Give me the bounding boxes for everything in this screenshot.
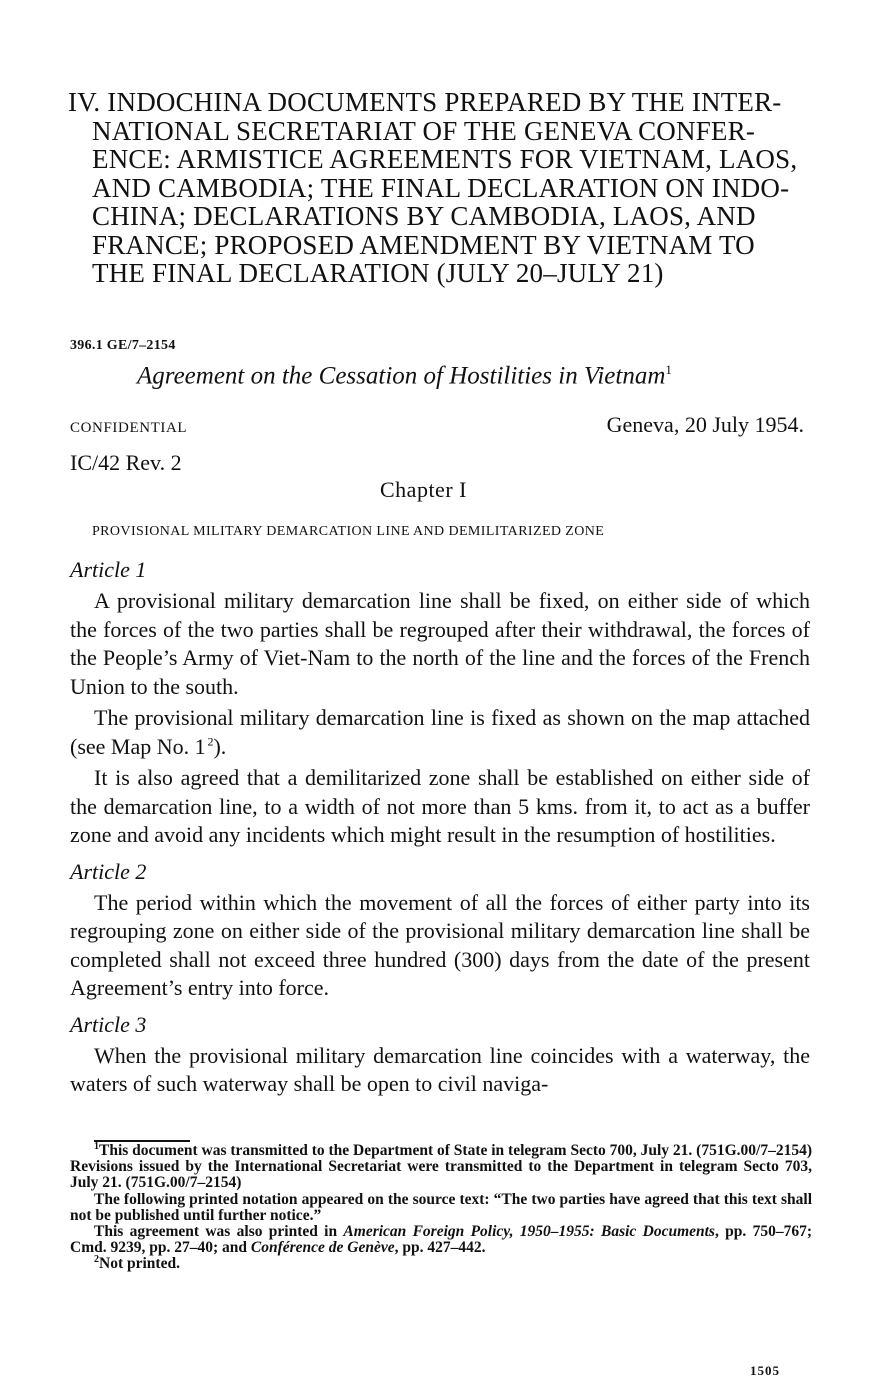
citation-title: Conférence de Genève bbox=[250, 1239, 395, 1257]
page-number: 1505 bbox=[750, 1363, 780, 1378]
article-heading: Article 1 bbox=[70, 557, 147, 582]
document-title bbox=[137, 362, 672, 390]
classification-label: CONFIDENTIAL bbox=[70, 420, 188, 436]
chapter-heading: Chapter I bbox=[380, 477, 467, 502]
footnotes bbox=[70, 1140, 812, 1273]
document-reference: IC/42 Rev. 2 bbox=[70, 450, 182, 475]
footnote-text: , pp. 427–442. bbox=[394, 1239, 486, 1257]
chapter-subtitle: PROVISIONAL MILITARY DEMARCATION LINE AND DEMILITARIZED ZONE bbox=[92, 524, 605, 539]
article-heading: Article 3 bbox=[70, 1011, 147, 1037]
footnote bbox=[70, 1256, 812, 1272]
article-heading: Article 2 bbox=[70, 858, 147, 884]
paragraph: When the provisional military demarcation line coincides with a waterway, the waters of such waterway shall be open to civil naviga- bbox=[70, 1042, 810, 1096]
section-title-line: AND CAMBODIA; THE FINAL DECLARATION ON INDO- bbox=[92, 172, 790, 203]
footnote bbox=[70, 1224, 812, 1256]
footnote-text: This document was transmitted to the Department of State in telegram Secto 700, July 21. (751G.00/7–2154) Revisions issued by the International Secretariat were transmitted to the Department in telegram Secto 703, July 21. (751G.00/7–2154) bbox=[70, 1142, 812, 1192]
document-title-text: Agreement on the Cessation of Hostilities in Vietnam bbox=[137, 362, 666, 390]
section-title-line: FRANCE; PROPOSED AMENDMENT BY VIETNAM TO bbox=[92, 229, 755, 260]
section-title bbox=[68, 88, 813, 288]
footnote-text: , pp. 750–767; Cmd. 9239, pp. 27–40; and bbox=[70, 1223, 812, 1257]
section-title-line: IV. INDOCHINA DOCUMENTS PREPARED BY THE INTER- bbox=[68, 87, 782, 117]
paragraph-text: The provisional military demarcation line is fixed as shown on the map attached (see Map No. 1 bbox=[70, 705, 810, 759]
file-number: 396.1 GE/7–2154 bbox=[70, 338, 176, 353]
section-title-line: NATIONAL SECRETARIAT OF THE GENEVA CONFER- bbox=[92, 115, 756, 146]
paragraph: A provisional military demarcation line shall be fixed, on either side of which the forces of the two parties shall be regrouped after their withdrawal, the forces of the People’s Army of Viet-Nam to the north of the line and the forces of the French Union to the south. bbox=[70, 588, 810, 699]
footnote-marker: 1 bbox=[665, 362, 672, 377]
dateline: Geneva, 20 July 1954. bbox=[606, 412, 804, 437]
document-body bbox=[70, 557, 810, 1102]
paragraph: It is also agreed that a demilitarized zone shall be established on either side of the demarcation line, to a width of not more than 5 kms. from it, to act as a buffer zone and avoid any incidents which might result in the resumption of hostilities. bbox=[70, 765, 810, 847]
section-title-line: ENCE: ARMISTICE AGREEMENTS FOR VIETNAM, LAOS, bbox=[92, 144, 798, 174]
paragraph-text: ). bbox=[213, 733, 227, 759]
paragraph bbox=[70, 704, 810, 761]
footnote-marker: 2 bbox=[94, 1254, 99, 1266]
section-title-line: THE FINAL DECLARATION (JULY 20–JULY 21) bbox=[92, 258, 664, 288]
footnote: The following printed notation appeared on the source text: “The two parties have agreed that this text shall not be published until further notice.” bbox=[70, 1190, 812, 1224]
section-title-line: CHINA; DECLARATIONS BY CAMBODIA, LAOS, AND bbox=[92, 201, 756, 231]
footnote-text: Not printed. bbox=[99, 1255, 180, 1273]
footnote bbox=[70, 1140, 812, 1192]
footnote-marker: 1 bbox=[94, 1140, 99, 1152]
footnote-marker: 2 bbox=[207, 734, 214, 749]
paragraph: The period within which the movement of all the forces of either party into its regrouping zone on either side of the provisional military demarcation line shall be completed shall not exceed three hundred (300) days from the date of the present Agreement’s entry into force. bbox=[70, 889, 810, 1000]
citation-title: American Foreign Policy, 1950–1955: Basic Documents bbox=[343, 1223, 715, 1241]
footnote-text: This agreement was also printed in bbox=[94, 1223, 344, 1241]
